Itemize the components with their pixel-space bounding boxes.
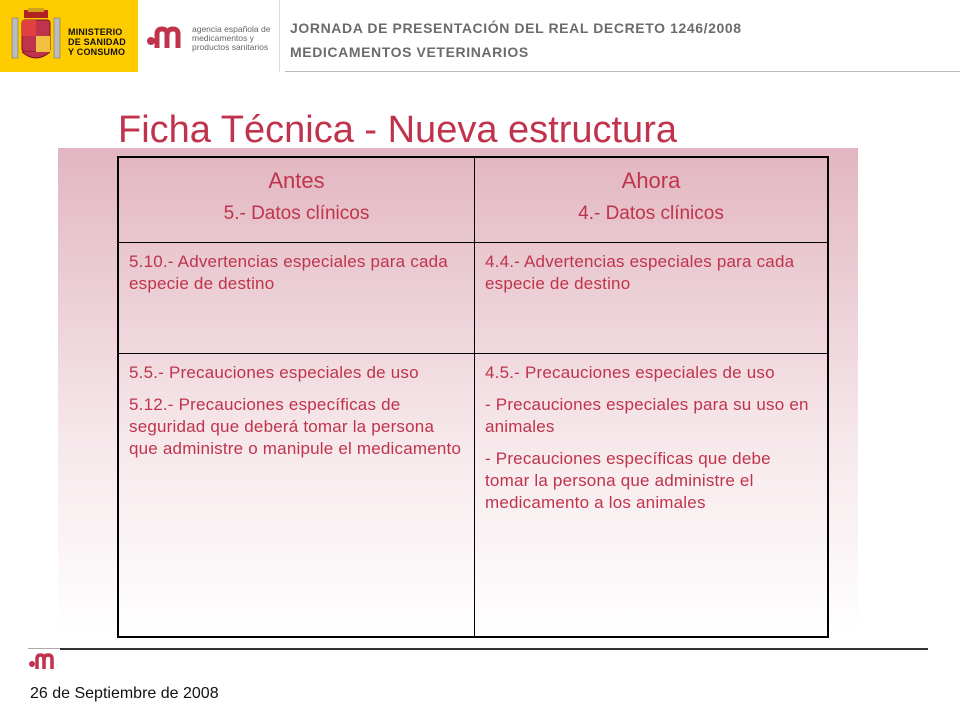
table-cell bbox=[119, 354, 474, 634]
event-heading-line1: JORNADA DE PRESENTACIÓN DEL REAL DECRETO 1246/2008 bbox=[290, 20, 742, 36]
cell-text: 5.12.- Precauciones específicas de seguridad que deberá tomar la persona que administre o manipule el medicamento bbox=[129, 395, 462, 458]
ministry-name: MINISTERIO DE SANIDAD Y CONSUMO bbox=[68, 27, 127, 57]
footer-divider-left bbox=[28, 648, 60, 649]
column-section-antes: 5.- Datos clínicos bbox=[223, 203, 370, 224]
slide-title: Ficha Técnica - Nueva estructura bbox=[118, 109, 677, 151]
footer-date: 26 de Septiembre de 2008 bbox=[30, 685, 219, 702]
header-cell-antes bbox=[119, 158, 474, 242]
agency-name: agencia española de medicamentos y productos sanitarios bbox=[192, 24, 271, 52]
cell-text: 5.10.- Advertencias especiales para cada especie de destino bbox=[129, 252, 448, 293]
agency-logo-block bbox=[140, 0, 280, 72]
comparison-table bbox=[117, 156, 829, 638]
table-cell bbox=[475, 243, 827, 353]
cell-text: 4.5.- Precauciones especiales de uso bbox=[485, 363, 775, 382]
column-heading-ahora: Ahora bbox=[621, 168, 681, 193]
cell-text: - Precauciones específicas que debe tomar la persona que administre el medicamento a los animales bbox=[485, 449, 771, 512]
event-heading bbox=[290, 16, 742, 64]
cell-text: 5.5.- Precauciones especiales de uso bbox=[129, 363, 419, 382]
header-divider bbox=[285, 71, 960, 72]
table-cell bbox=[475, 354, 827, 634]
column-heading-antes: Antes bbox=[268, 168, 325, 193]
table-cell bbox=[119, 243, 474, 353]
ministry-logo-block bbox=[0, 0, 138, 72]
agency-logo-icon bbox=[146, 24, 186, 50]
coat-of-arms-icon bbox=[10, 8, 62, 66]
agency-logo-icon bbox=[28, 652, 58, 670]
footer-divider bbox=[60, 648, 928, 650]
event-heading-line2: MEDICAMENTOS VETERINARIOS bbox=[290, 44, 529, 60]
cell-text: 4.4.- Advertencias especiales para cada especie de destino bbox=[485, 252, 795, 293]
cell-text: - Precauciones especiales para su uso en animales bbox=[485, 395, 809, 436]
column-section-ahora: 4.- Datos clínicos bbox=[578, 203, 724, 224]
header-cell-ahora bbox=[475, 158, 827, 242]
